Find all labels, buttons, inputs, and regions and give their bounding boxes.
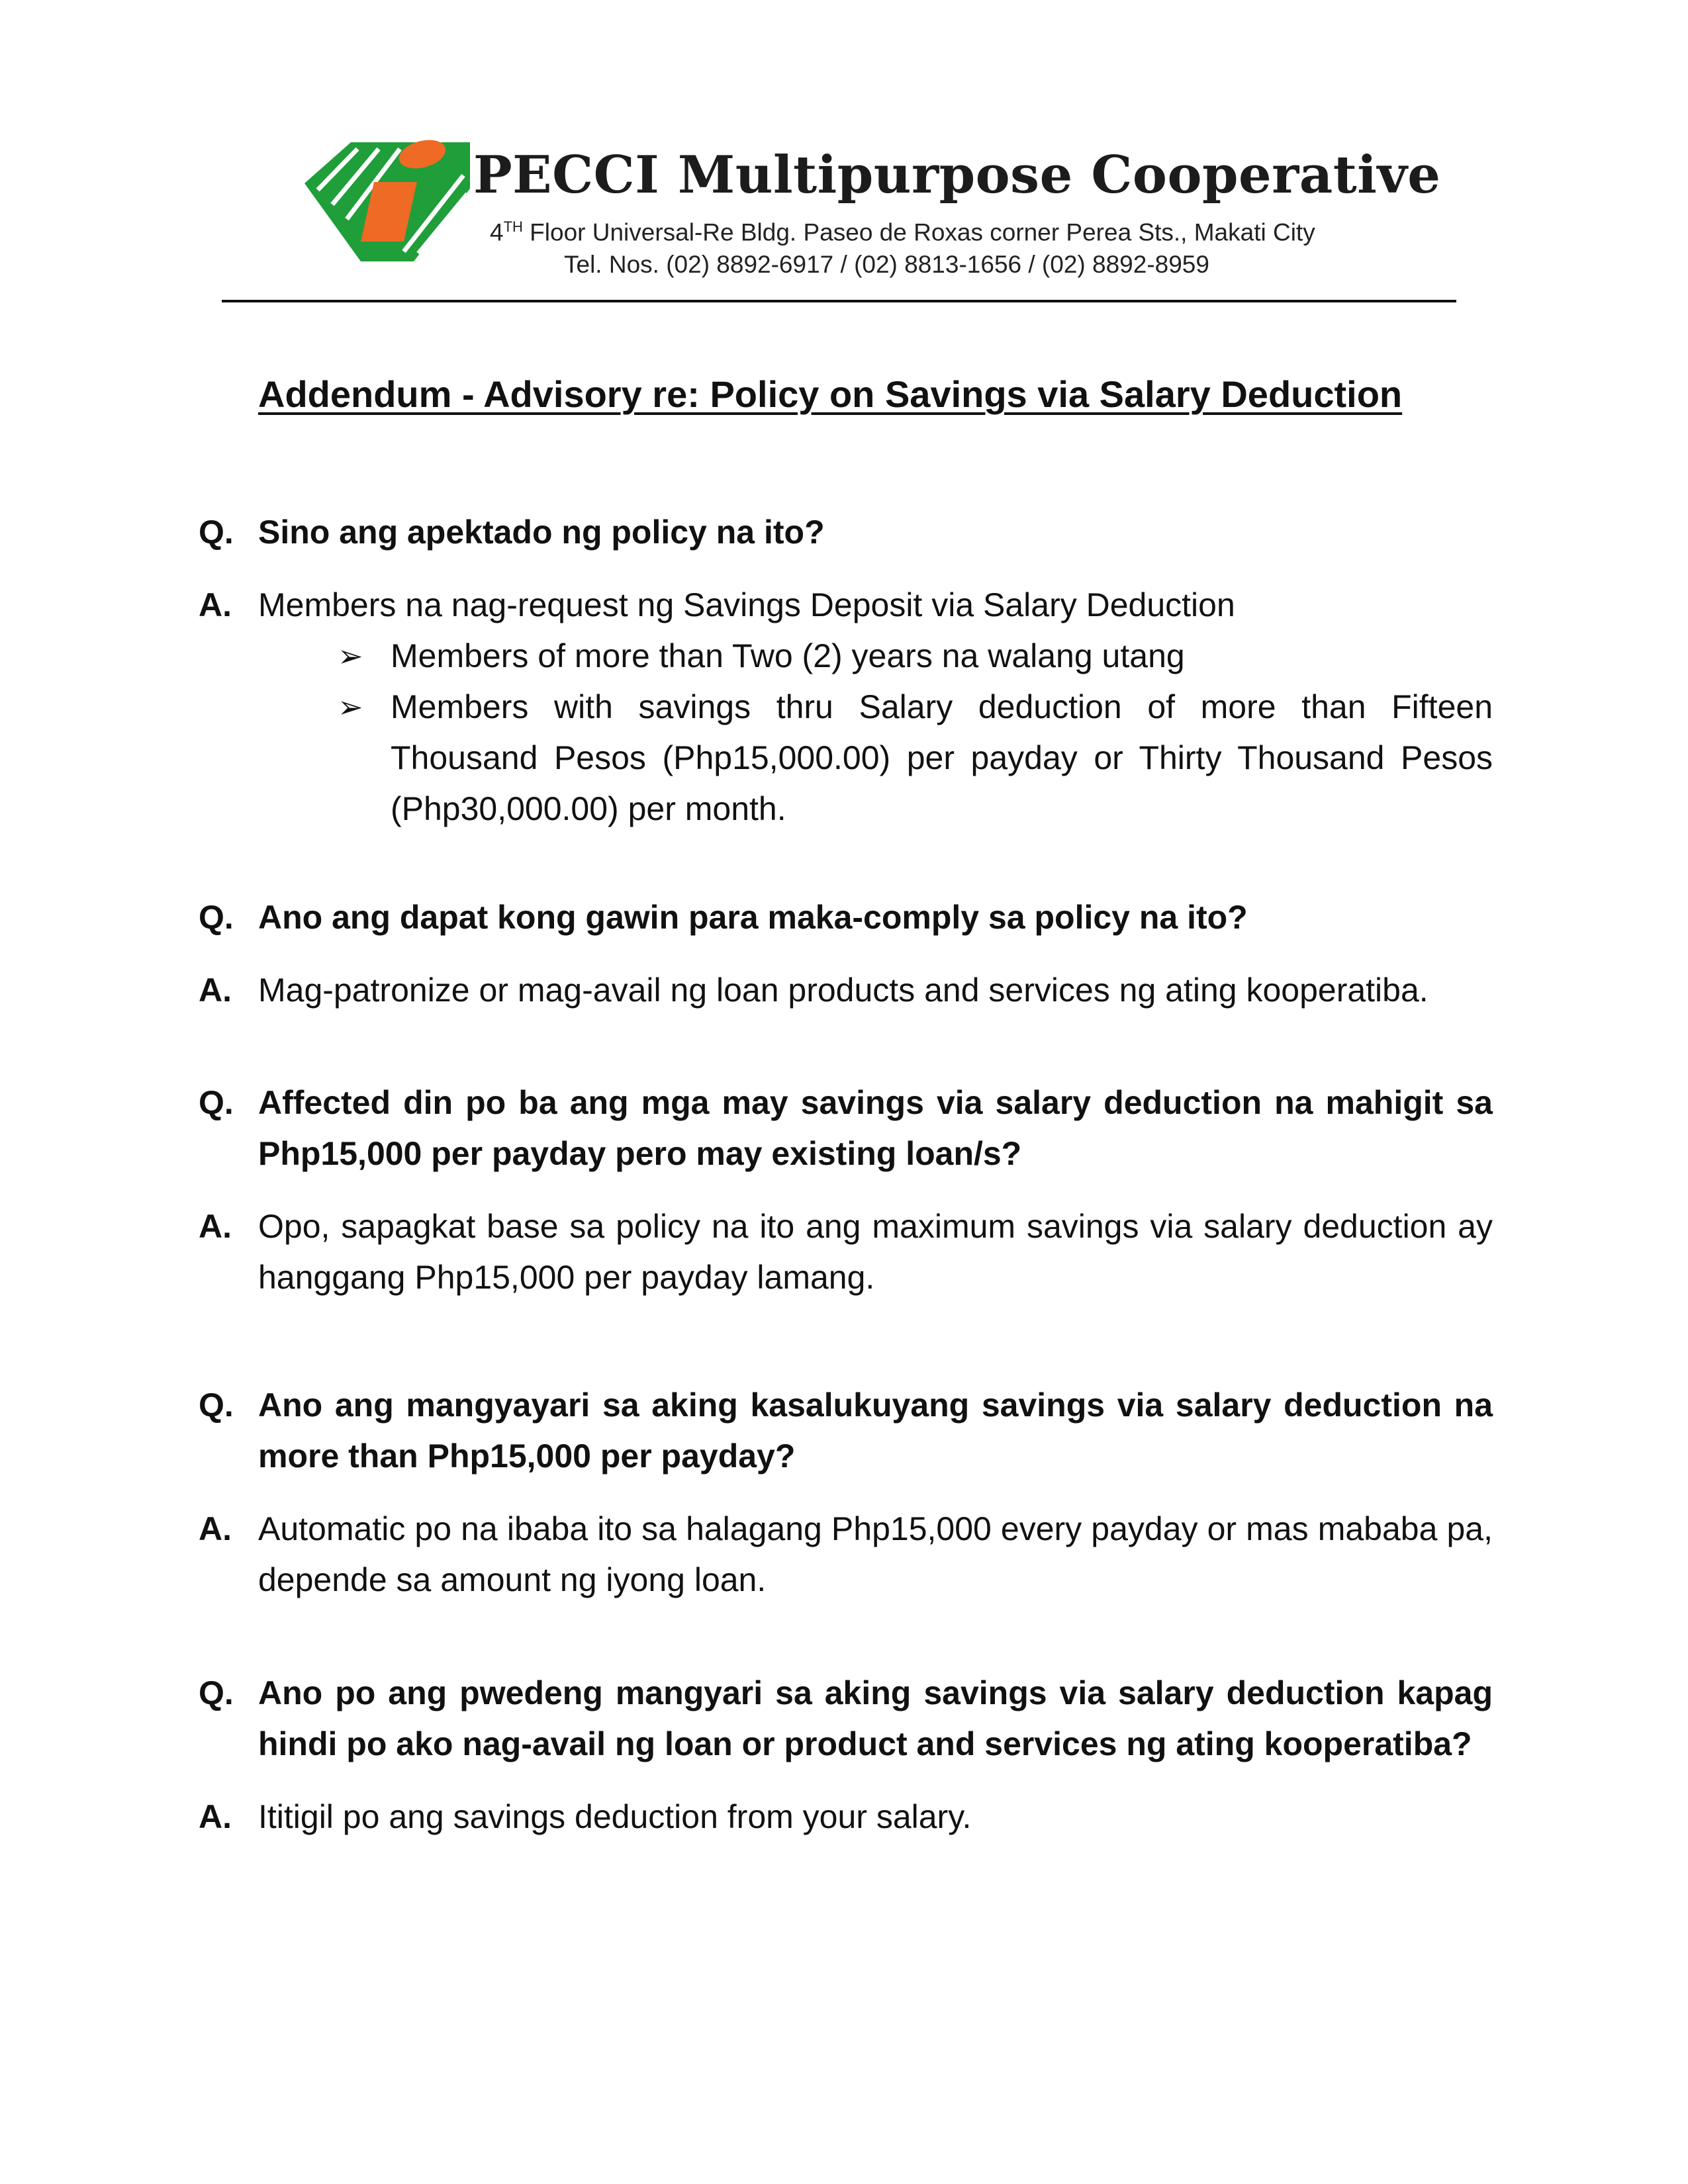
question-text: Ano ang dapat kong gawin para maka-comply sa policy na ito?	[258, 899, 1248, 936]
qa-item	[199, 507, 1493, 835]
list-item: ➢ Members with savings thru Salary deduction of more than Fifteen Thousand Pesos (Php15,000.00) per payday or Thirty Thousand Pesos (Php30,000.00) per month.	[338, 682, 1493, 835]
question	[199, 1380, 1493, 1482]
answer-text: Ititigil po ang savings deduction from your salary.	[258, 1798, 972, 1835]
answer-text: Opo, sapagkat base sa policy na ito ang maximum savings via salary deduction ay hanggang Php15,000 per payday lamang.	[258, 1208, 1493, 1296]
question-marker: Q.	[199, 1084, 234, 1121]
organization-name: PECCI Multipurpose Cooperative	[473, 145, 1441, 205]
organization-phone-numbers: Tel. Nos. (02) 8892-6917 / (02) 8813-1656 / (02) 8892-8959	[564, 251, 1209, 278]
answer-bullet-list	[199, 631, 1493, 835]
answer-text: Members na nag-request ng Savings Deposit via Salary Deduction	[258, 586, 1235, 623]
question-text: Ano ang mangyayari sa aking kasalukuyang savings via salary deduction na more than Php15,000 per payday?	[258, 1387, 1493, 1475]
question-marker: Q.	[199, 1674, 234, 1711]
answer-marker: A.	[199, 972, 232, 1009]
document-title: Addendum - Advisory re: Policy on Savings via Salary Deduction	[258, 373, 1403, 415]
list-item: ➢ Members of more than Two (2) years na walang utang	[338, 631, 1493, 682]
question	[199, 892, 1493, 943]
question	[199, 1077, 1493, 1179]
qa-item	[199, 892, 1493, 1016]
arrow-bullet-icon: ➢	[338, 639, 363, 673]
qa-item	[199, 1668, 1493, 1843]
organization-address: 4TH Floor Universal-Re Bldg. Paseo de Roxas corner Perea Sts., Makati City	[490, 218, 1315, 246]
pecci-logo	[305, 136, 470, 261]
qa-item	[199, 1380, 1493, 1606]
question	[199, 1668, 1493, 1770]
answer	[199, 580, 1493, 631]
question	[199, 507, 1493, 558]
answer-marker: A.	[199, 1510, 232, 1547]
header-divider	[222, 300, 1456, 302]
answer	[199, 1792, 1493, 1843]
question-marker: Q.	[199, 899, 234, 936]
question-marker: Q.	[199, 514, 234, 551]
question-text: Sino ang apektado ng policy na ito?	[258, 514, 825, 551]
qa-item	[199, 1077, 1493, 1303]
answer-text: Automatic po na ibaba ito sa halagang Php15,000 every payday or mas mababa pa, depende sa amount ng iyong loan.	[258, 1510, 1493, 1598]
answer-marker: A.	[199, 1208, 232, 1245]
question-text: Affected din po ba ang mga may savings via salary deduction na mahigit sa Php15,000 per payday pero may existing loan/s?	[258, 1084, 1493, 1172]
answer	[199, 1201, 1493, 1303]
answer-marker: A.	[199, 1798, 232, 1835]
answer-text: Mag-patronize or mag-avail ng loan products and services ng ating kooperatiba.	[258, 972, 1429, 1009]
arrow-bullet-icon: ➢	[338, 690, 363, 724]
question-marker: Q.	[199, 1387, 234, 1424]
letterhead	[305, 136, 1441, 295]
answer	[199, 1504, 1493, 1606]
answer	[199, 965, 1493, 1016]
question-text: Ano po ang pwedeng mangyari sa aking savings via salary deduction kapag hindi po ako nag-avail ng loan or product and services ng ating kooperatiba?	[258, 1674, 1493, 1762]
answer-marker: A.	[199, 586, 232, 623]
